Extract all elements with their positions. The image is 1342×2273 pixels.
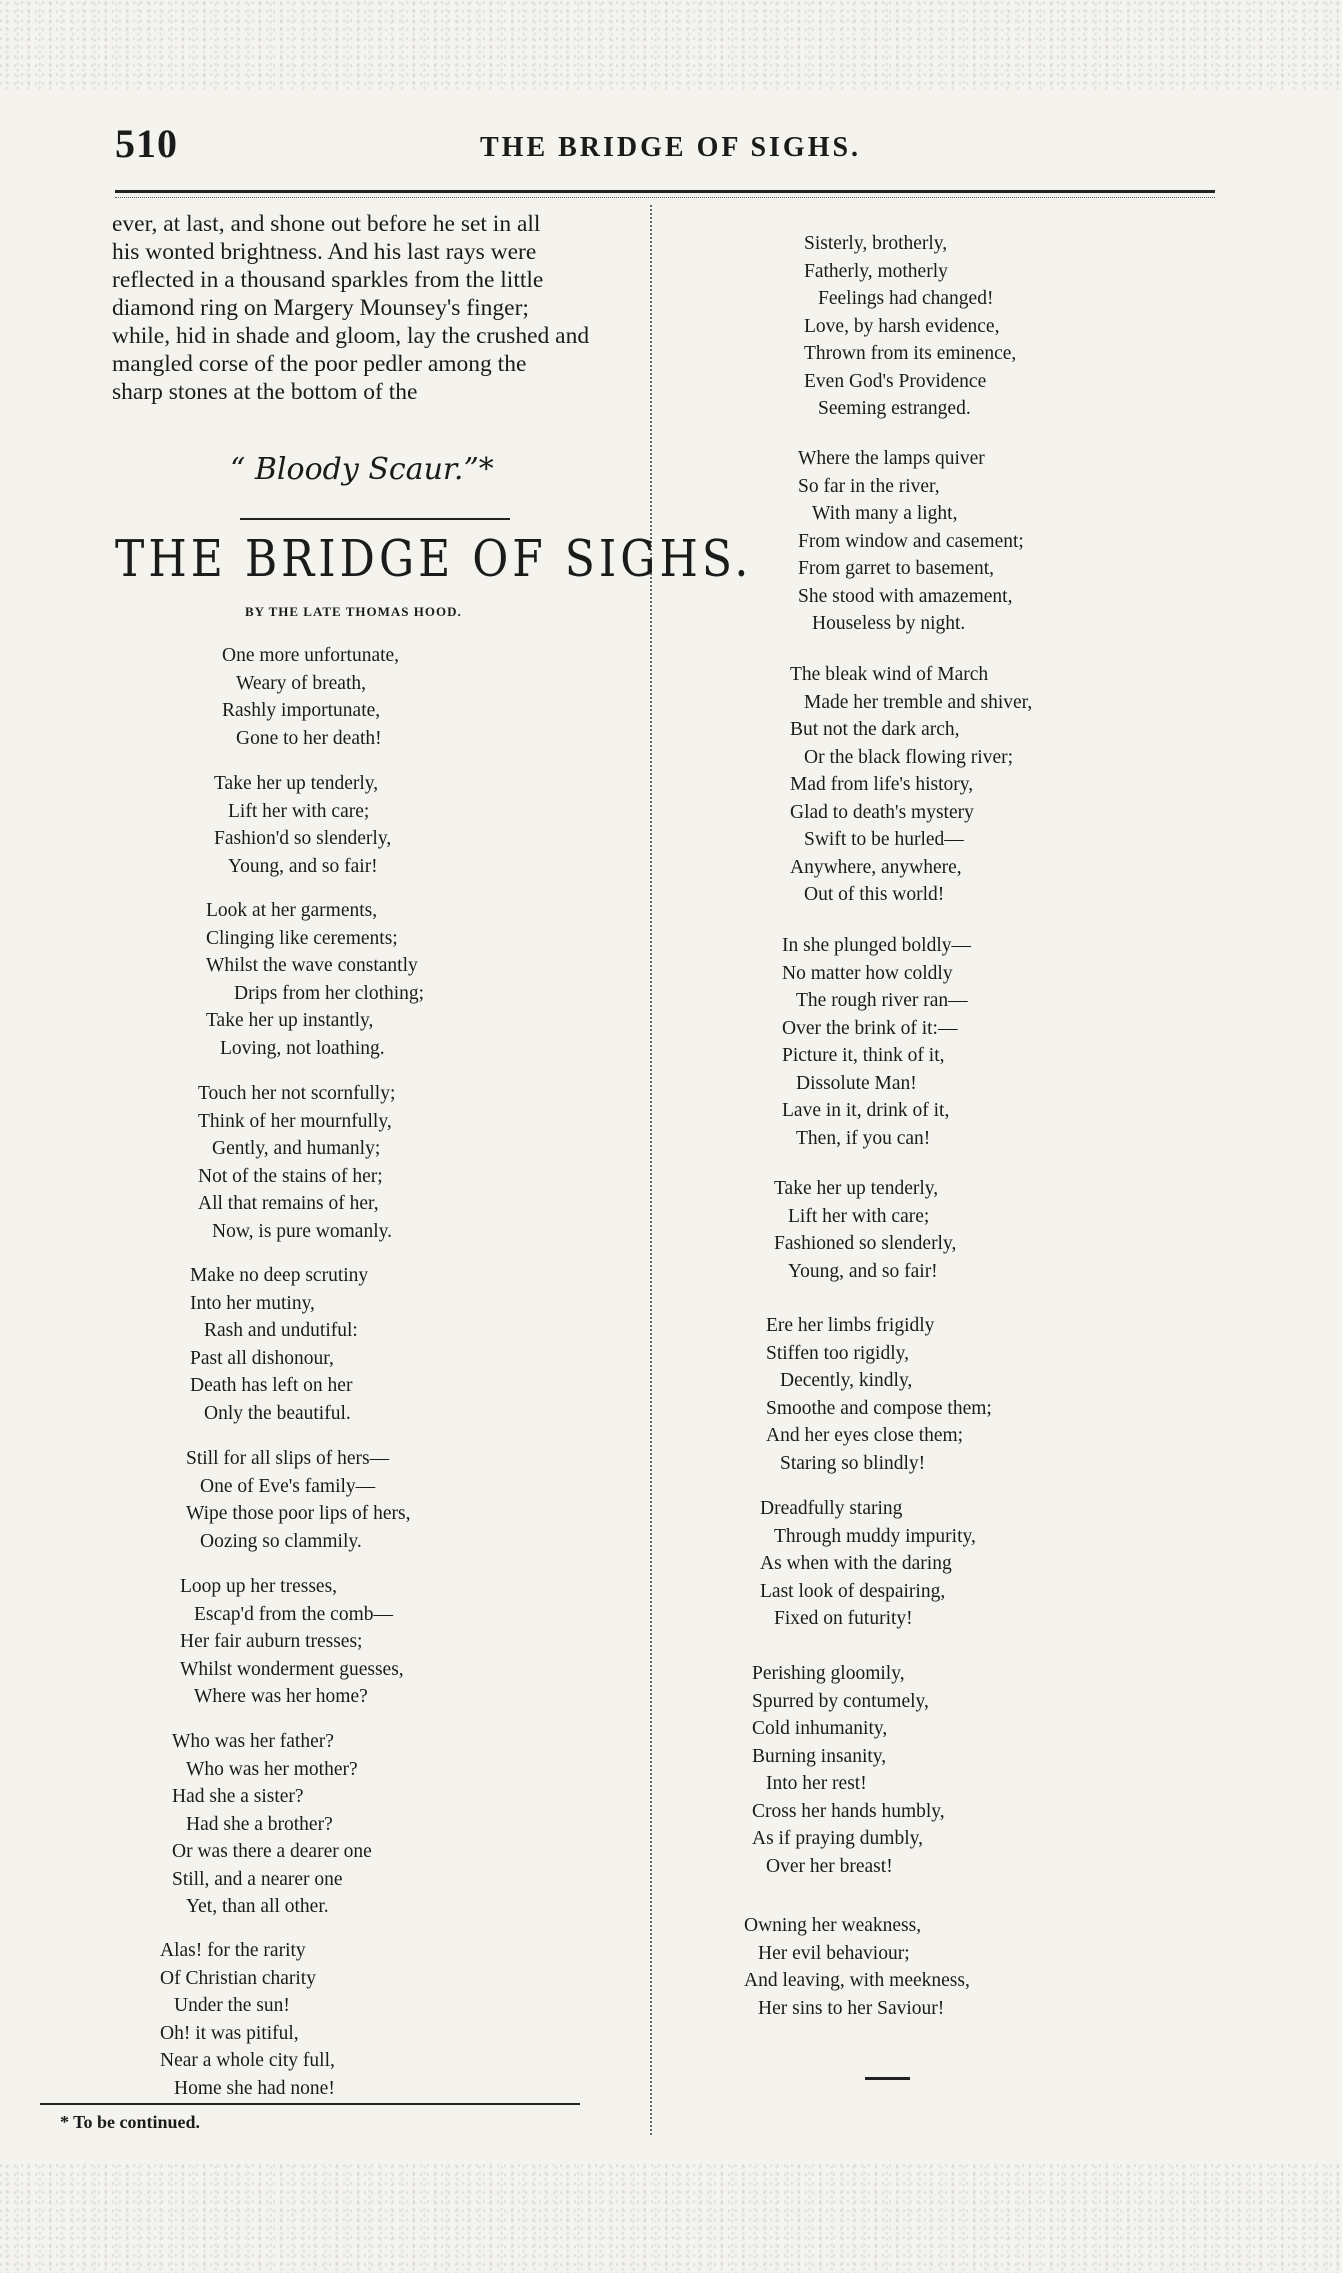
poem-line: Fashioned so slenderly,	[774, 1233, 957, 1254]
poem-stanza	[190, 1262, 368, 1427]
poem-line: One more unfortunate,	[222, 645, 400, 666]
poem-stanza	[744, 1912, 970, 2022]
poem-line: Weary of breath,	[236, 672, 366, 694]
poem-line: Smoothe and compose them;	[766, 1397, 992, 1419]
poem-line: Ere her limbs frigidly	[766, 1315, 935, 1336]
poem-line: Spurred by contumely,	[752, 1690, 929, 1712]
poem-stanza	[804, 230, 1016, 423]
poem-line: Who was her mother?	[186, 1758, 358, 1780]
page-header	[115, 120, 1215, 180]
poem-line: Loving, not loathing.	[220, 1037, 385, 1059]
poem-line: As if praying dumbly,	[752, 1828, 923, 1849]
poem-line: Fatherly, motherly	[804, 260, 948, 282]
poem-line: Even God's Providence	[804, 370, 987, 392]
poem-line: Drips from her clothing;	[234, 982, 425, 1004]
poem-stanza	[214, 770, 391, 880]
poem-stanza	[752, 1660, 945, 1880]
poem-line: Love, by harsh evidence,	[804, 315, 1000, 337]
poem-line: Or was there a dearer one	[172, 1841, 372, 1862]
poem-line: Burning insanity,	[752, 1745, 887, 1767]
poem-line: Loop up her tresses,	[180, 1576, 338, 1597]
prose-line: reflected in a thousand sparkles from the little	[112, 267, 544, 293]
poem-line: Think of her mournfully,	[198, 1110, 392, 1132]
poem-line: Cold inhumanity,	[752, 1718, 888, 1739]
poem-line: Near a whole city full,	[160, 2050, 335, 2071]
poem-line: Had she a sister?	[172, 1786, 304, 1807]
poem-line: Only the beautiful.	[204, 1402, 351, 1424]
poem-line: Gone to her death!	[236, 727, 382, 749]
poem-line: Escap'd from the comb—	[194, 1603, 393, 1625]
poem-stanza	[760, 1495, 976, 1633]
poem-line: Feelings had changed!	[818, 288, 994, 309]
poem-line: Last look of despairing,	[760, 1580, 946, 1602]
prose-line: sharp stones at the bottom of the	[112, 379, 418, 405]
poem-line: Where was her home?	[194, 1686, 368, 1707]
poem-line: Anywhere, anywhere,	[790, 856, 962, 878]
poem-line: Make no deep scrutiny	[190, 1265, 369, 1286]
poem-line: Over the brink of it:—	[782, 1017, 958, 1039]
poem-line: The bleak wind of March	[790, 664, 989, 685]
scan-noise-bottom	[0, 2163, 1342, 2273]
poem-line: Lift her with care;	[228, 800, 370, 822]
end-rule	[865, 2077, 910, 2080]
poem-line: Who was her father?	[172, 1731, 334, 1752]
poem-line: Where the lamps quiver	[798, 448, 985, 469]
poem-line: Death has left on her	[190, 1375, 353, 1396]
poem-line: Then, if you can!	[796, 1127, 931, 1149]
poem-line: Look at her garments,	[206, 900, 378, 921]
poem-line: Staring so blindly!	[780, 1452, 926, 1474]
poem-stanza	[790, 661, 1032, 909]
poem-line: Mad from life's history,	[790, 774, 974, 795]
prose-line: ever, at last, and shone out before he set in all	[112, 211, 541, 237]
poem-stanza	[766, 1312, 992, 1477]
poem-line: Rash and undutiful:	[204, 1320, 358, 1341]
poem-line: Young, and so fair!	[788, 1260, 938, 1282]
poem-line: Wipe those poor lips of hers,	[186, 1503, 411, 1524]
footnote: * To be continued.	[60, 2112, 201, 2132]
prose-line: while, hid in shade and gloom, lay the crushed and	[112, 323, 590, 349]
poem-line: And leaving, with meekness,	[744, 1970, 970, 1991]
poem-line: Oh! it was pitiful,	[160, 2022, 299, 2044]
poem-line: In she plunged boldly—	[782, 935, 972, 956]
poem-line: Picture it, think of it,	[782, 1045, 945, 1066]
poem-line: Whilst wonderment guesses,	[180, 1658, 404, 1680]
poem-line: Made her tremble and shiver,	[804, 691, 1033, 713]
header-rule	[115, 190, 1215, 193]
poem-line: Young, and so fair!	[228, 855, 378, 877]
poem-line: Out of this world!	[804, 884, 945, 905]
poem-line: Take her up tenderly,	[214, 773, 379, 794]
scan-noise-top	[0, 0, 1342, 90]
poem-line: Swift to be hurled—	[804, 829, 964, 850]
poem-line: Of Christian charity	[160, 1967, 316, 1989]
poem-line: And her eyes close them;	[766, 1425, 964, 1446]
poem-line: Past all dishonour,	[190, 1347, 334, 1369]
prose-line: mangled corse of the poor pedler among the	[112, 351, 527, 377]
poem-line: Over her breast!	[766, 1855, 893, 1877]
poem-line: Or the black flowing river;	[804, 746, 1014, 768]
poem-stanza	[186, 1445, 411, 1555]
poem-line: Perishing gloomily,	[752, 1663, 905, 1684]
page-number: 510	[115, 121, 178, 166]
poem-line: Had she a brother?	[186, 1813, 333, 1835]
poem-line: Under the sun!	[174, 1995, 290, 2016]
poem-line: Not of the stains of her;	[198, 1165, 383, 1187]
poem-line: Clinging like cerements;	[206, 927, 398, 949]
poem-line: Into her mutiny,	[190, 1292, 315, 1314]
poem-line: Gently, and humanly;	[212, 1138, 381, 1159]
poem-line: Her sins to her Saviour!	[758, 1997, 945, 2019]
poem-line: Still for all slips of hers—	[186, 1448, 390, 1469]
poem-line: Take her up tenderly,	[774, 1178, 939, 1199]
poem-line: Owning her weakness,	[744, 1915, 922, 1936]
poem-line: Alas! for the rarity	[160, 1940, 306, 1961]
poem-line: Take her up instantly,	[206, 1010, 374, 1031]
poem-line: Rashly importunate,	[222, 700, 381, 721]
poem-line: As when with the daring	[760, 1553, 952, 1574]
poem-line: With many a light,	[812, 503, 958, 524]
poem-line: Dissolute Man!	[796, 1072, 917, 1094]
poem-line: Into her rest!	[766, 1773, 867, 1794]
poem-stanza	[172, 1728, 372, 1921]
poem-line: From window and casement;	[798, 530, 1024, 552]
header-rule-dotted	[115, 197, 1215, 198]
poem-line: No matter how coldly	[782, 962, 953, 984]
poem-line: Fashion'd so slenderly,	[214, 828, 392, 849]
running-title: THE BRIDGE OF SIGHS.	[480, 132, 862, 163]
story-closing-title: “ Bloody Scaur.”*	[230, 452, 494, 487]
poem-line: Her evil behaviour;	[758, 1942, 910, 1964]
poem-line: Touch her not scornfully;	[198, 1083, 396, 1104]
poem-line: Thrown from its eminence,	[804, 343, 1017, 364]
poem-line: From garret to basement,	[798, 558, 995, 579]
prose-line: diamond ring on Margery Mounsey's finger;	[112, 295, 529, 321]
poem-line: Oozing so clammily.	[200, 1530, 362, 1552]
poem-line: Whilst the wave constantly	[206, 955, 418, 976]
poem-line: Lift her with care;	[788, 1205, 930, 1227]
poem-line: Her fair auburn tresses;	[180, 1631, 363, 1652]
poem-line: One of Eve's family—	[200, 1475, 376, 1497]
poem-stanza	[798, 445, 1024, 638]
poem-line: Stiffen too rigidly,	[766, 1342, 909, 1364]
poem-stanza	[222, 642, 399, 752]
poem-stanza	[180, 1573, 404, 1711]
poem-line: Dreadfully staring	[760, 1498, 903, 1519]
poem-line: Still, and a nearer one	[172, 1868, 343, 1890]
poem-line: Decently, kindly,	[780, 1370, 913, 1391]
section-rule	[240, 518, 510, 520]
poem-line: Lave in it, drink of it,	[782, 1100, 950, 1121]
poem-line: Sisterly, brotherly,	[804, 233, 948, 254]
poem-line: Now, is pure womanly.	[212, 1220, 392, 1242]
poem-line: Houseless by night.	[812, 613, 966, 634]
poem-line: But not the dark arch,	[790, 719, 960, 740]
poem-line: Fixed on futurity!	[774, 1608, 913, 1629]
poem-stanza	[782, 932, 971, 1152]
prose-line: his wonted brightness. And his last rays were	[112, 239, 537, 265]
poem-line: So far in the river,	[798, 475, 940, 497]
poem-stanza	[206, 897, 424, 1062]
poem-line: Glad to death's mystery	[790, 801, 974, 823]
poem-line: Seeming estranged.	[818, 398, 971, 419]
poem-line: Home she had none!	[174, 2077, 335, 2099]
poem-line: She stood with amazement,	[798, 585, 1013, 607]
poem-stanza	[160, 1937, 335, 2102]
poem-stanza	[198, 1080, 395, 1245]
story-ending	[112, 210, 652, 406]
poem-title: THE BRIDGE OF SIGHS.	[115, 530, 753, 589]
poem-stanza	[774, 1175, 956, 1285]
poem-byline: BY THE LATE THOMAS HOOD.	[245, 604, 462, 619]
poem-line: Through muddy impurity,	[774, 1525, 976, 1547]
poem-line: All that remains of her,	[198, 1193, 379, 1214]
poem-line: Cross her hands humbly,	[752, 1800, 945, 1822]
footnote-rule	[40, 2103, 580, 2105]
column-divider	[650, 205, 652, 2135]
poem-line: The rough river ran—	[796, 990, 968, 1011]
poem-line: Yet, than all other.	[186, 1896, 329, 1917]
